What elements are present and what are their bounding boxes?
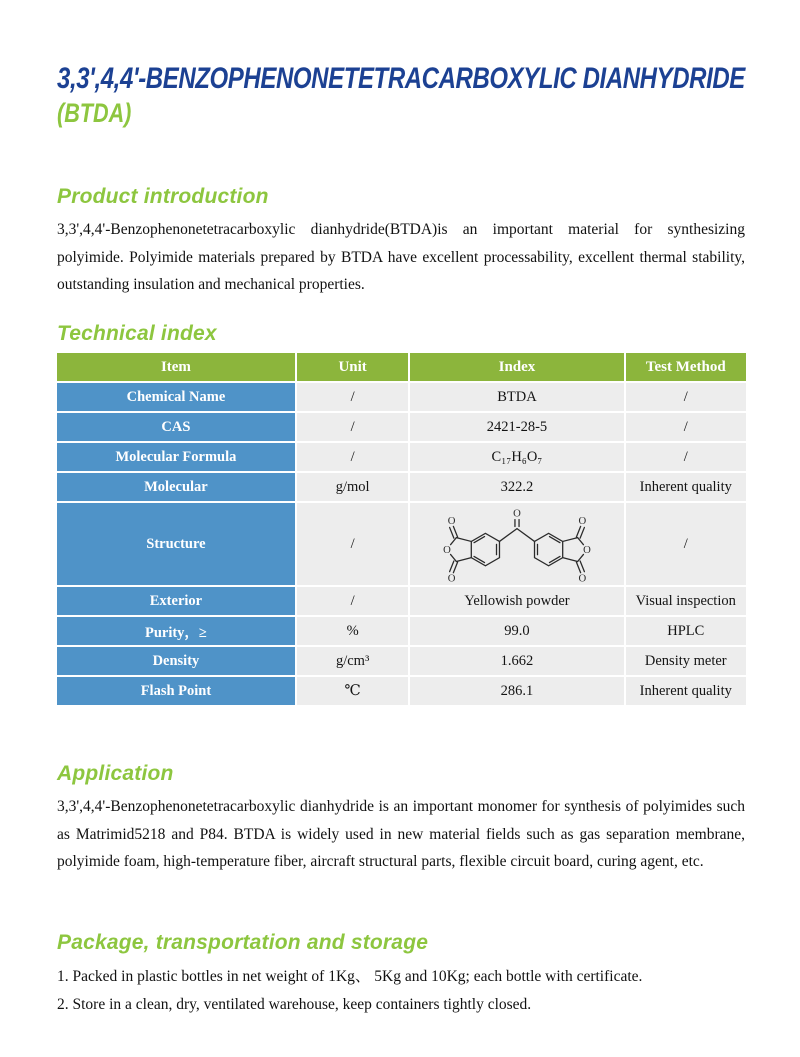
cell-item: Exterior xyxy=(57,587,296,615)
cell-item: Molecular Formula xyxy=(57,443,296,471)
table-row xyxy=(57,443,746,471)
heading-package-transportation-storage: Package, transportation and storage xyxy=(57,931,429,955)
cell-unit: / xyxy=(297,413,408,441)
table-row xyxy=(57,617,746,645)
svg-text:O: O xyxy=(447,514,456,527)
svg-text:O: O xyxy=(513,507,521,520)
cell-test-method: Inherent quality xyxy=(626,473,745,501)
cell-unit: % xyxy=(297,617,408,645)
svg-text:O: O xyxy=(578,572,587,585)
table-row-structure xyxy=(57,503,746,585)
cell-test-method: / xyxy=(626,503,745,585)
cell-test-method: / xyxy=(626,413,745,441)
table-row xyxy=(57,647,746,675)
package-list xyxy=(57,963,745,1018)
cell-unit: g/mol xyxy=(297,473,408,501)
package-item-2: 2. Store in a clean, dry, ventilated warehouse, keep containers tightly closed. xyxy=(57,995,532,1013)
cell-index: 322.2 xyxy=(410,473,624,501)
table-row xyxy=(57,677,746,705)
table-row xyxy=(57,413,746,441)
heading-technical-index: Technical index xyxy=(57,321,217,345)
cell-item: Purity，≥ xyxy=(57,617,296,645)
product-introduction-paragraph: 3,3',4,4'-Benzophenonetetracarboxylic dianhydride(BTDA)is an important material for synthesizing polyimide. Polyimide materials prepared by BTDA have excellent processability, excellent thermal stability, outstanding insulation and mechanical properties. xyxy=(57,221,745,294)
package-item-1: 1. Packed in plastic bottles in net weight of 1Kg、 5Kg and 10Kg; each bottle with certificate. xyxy=(57,968,643,986)
cell-item: Density xyxy=(57,647,296,675)
cell-item: Flash Point xyxy=(57,677,296,705)
cell-item: Molecular xyxy=(57,473,296,501)
table-row xyxy=(57,587,746,615)
cell-index: BTDA xyxy=(410,383,624,411)
cell-index: 2421-28-5 xyxy=(410,413,624,441)
application-paragraph: 3,3',4,4'-Benzophenonetetracarboxylic dianhydride is an important monomer for synthesis of polyimides such as Matrimid5218 and P84. BTDA is widely used in new material fields such as gas separation membrane, polyimide foam, high-temperature fiber, aircraft structural parts, flexible circuit board, curing agent, etc. xyxy=(57,798,745,871)
cell-structure xyxy=(410,503,624,585)
cell-test-method: / xyxy=(626,443,745,471)
cell-item: CAS xyxy=(57,413,296,441)
header-index: Index xyxy=(410,353,624,381)
table-row xyxy=(57,473,746,501)
cell-test-method: Visual inspection xyxy=(626,587,745,615)
cell-test-method: HPLC xyxy=(626,617,745,645)
cell-index: Yellowish powder xyxy=(410,587,624,615)
table-header-row xyxy=(57,353,746,381)
btda-structure-diagram xyxy=(418,503,616,585)
header-unit: Unit xyxy=(297,353,408,381)
svg-text:O: O xyxy=(583,544,591,557)
table-row xyxy=(57,383,746,411)
page-title: 3,3',4,4'-BENZOPHENONETETRACARBOXYLIC DIANHYDRIDE xyxy=(57,62,745,95)
heading-application: Application xyxy=(57,762,174,786)
svg-text:O: O xyxy=(443,544,451,557)
cell-index: 1.662 xyxy=(410,647,624,675)
page-subtitle: (BTDA) xyxy=(57,97,132,128)
cell-index: C₁₇H₆O₇ xyxy=(410,443,624,471)
header-test-method: Test Method xyxy=(626,353,745,381)
cell-unit: ℃ xyxy=(297,677,408,705)
svg-text:O: O xyxy=(578,514,587,527)
cell-index: 286.1 xyxy=(410,677,624,705)
cell-unit: / xyxy=(297,443,408,471)
header-item: Item xyxy=(57,353,296,381)
cell-test-method: Density meter xyxy=(626,647,745,675)
cell-unit: g/cm³ xyxy=(297,647,408,675)
svg-text:O: O xyxy=(447,572,456,585)
cell-item: Structure xyxy=(57,503,296,585)
cell-test-method: / xyxy=(626,383,745,411)
technical-index-table xyxy=(55,351,748,707)
cell-item: Chemical Name xyxy=(57,383,296,411)
cell-unit: / xyxy=(297,383,408,411)
heading-product-introduction: Product introduction xyxy=(57,184,269,208)
cell-unit: / xyxy=(297,587,408,615)
cell-test-method: Inherent quality xyxy=(626,677,745,705)
cell-unit: / xyxy=(297,503,408,585)
cell-index: 99.0 xyxy=(410,617,624,645)
